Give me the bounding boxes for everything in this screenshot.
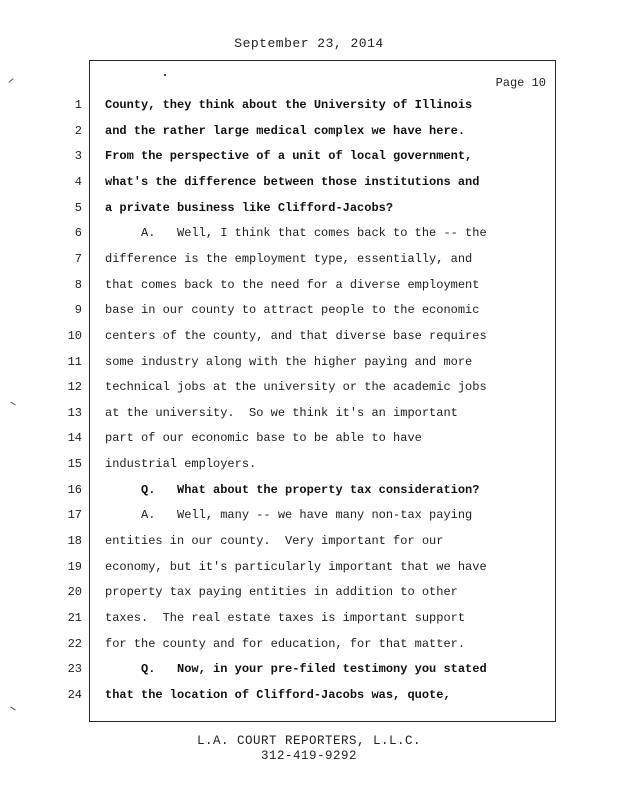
line-number: 4: [74, 174, 82, 189]
transcript-line: [0, 252, 560, 278]
question-text: Q. What about the property tax consideration?: [105, 482, 480, 497]
transcript-line: [0, 534, 560, 560]
transcript-line: [0, 329, 560, 355]
court-reporter-name: L.A. COURT REPORTERS, L.L.C.: [196, 734, 422, 748]
line-number: 18: [67, 534, 82, 549]
transcript-line: [0, 662, 560, 688]
transcript-line: [0, 457, 560, 483]
transcript-line: [0, 380, 560, 406]
line-number: 2: [74, 123, 82, 138]
line-number: 10: [67, 328, 82, 343]
answer-text: some industry along with the higher paying and more: [105, 354, 473, 369]
scan-speck: [164, 74, 166, 76]
line-number: 15: [67, 457, 82, 472]
transcript-line: [0, 124, 560, 150]
answer-text: base in our county to attract people to the economic: [105, 303, 480, 318]
answer-text: that comes back to the need for a diverse employment: [105, 277, 480, 292]
answer-text: property tax paying entities in addition to other: [105, 585, 458, 600]
transcript-line: [0, 201, 560, 227]
transcript-line: [0, 149, 560, 175]
transcript-line: [0, 483, 560, 509]
answer-text: A. Well, I think that comes back to the -- the: [105, 226, 487, 241]
page-number: Page 10: [495, 76, 546, 90]
question-text: a private business like Clifford-Jacobs?: [105, 200, 394, 215]
transcript-line: [0, 560, 560, 586]
line-number: 22: [67, 636, 82, 651]
transcript-line: [0, 431, 560, 457]
line-number: 5: [74, 200, 82, 215]
answer-text: part of our economic base to be able to have: [105, 431, 422, 446]
line-number: 16: [67, 482, 82, 497]
line-number: 17: [67, 508, 82, 523]
line-number: 23: [67, 662, 82, 677]
line-number: 24: [67, 687, 82, 702]
scan-mark: [8, 78, 13, 83]
answer-text: at the university. So we think it's an important: [105, 405, 458, 420]
question-text: County, they think about the University of Illinois: [105, 98, 473, 112]
line-number: 8: [74, 277, 82, 292]
transcript-line: [0, 585, 560, 611]
line-number: 9: [74, 303, 82, 318]
answer-text: entities in our county. Very important for our: [105, 534, 444, 549]
transcript-line: [0, 226, 560, 252]
line-number: 1: [74, 98, 82, 112]
question-text: From the perspective of a unit of local government,: [105, 149, 473, 164]
line-number: 21: [67, 611, 82, 625]
question-text: Q. Now, in your pre-filed testimony you stated: [105, 662, 487, 677]
question-text: what's the difference between those institutions and: [105, 174, 480, 189]
transcript-line: [0, 406, 560, 432]
answer-text: industrial employers.: [105, 457, 257, 472]
answer-text: economy, but it's particularly important that we have: [105, 559, 487, 574]
line-number: 11: [67, 354, 82, 369]
court-reporter-phone: 312-419-9292: [260, 749, 357, 763]
transcript-line: [0, 278, 560, 304]
transcript-line: [0, 637, 560, 663]
line-number: 19: [67, 559, 82, 574]
line-number: 7: [74, 251, 82, 266]
transcript-line: [0, 303, 560, 329]
answer-text: difference is the employment type, essentially, and: [105, 251, 473, 266]
answer-text: taxes. The real estate taxes is important support: [105, 611, 466, 625]
transcript-line: [0, 688, 560, 714]
transcript-line: [0, 611, 560, 637]
transcript-date: September 23, 2014: [234, 36, 384, 51]
line-number: 12: [67, 380, 82, 395]
transcript-line: [0, 98, 560, 124]
answer-text: centers of the county, and that diverse base requires: [105, 328, 487, 343]
line-number: 20: [67, 585, 82, 600]
answer-text: technical jobs at the university or the academic jobs: [105, 380, 487, 395]
line-number: 3: [74, 149, 82, 164]
transcript-line: [0, 175, 560, 201]
answer-text: A. Well, many -- we have many non-tax paying: [105, 508, 473, 523]
question-text: that the location of Clifford-Jacobs was, quote,: [105, 687, 451, 702]
question-text: and the rather large medical complex we have here.: [105, 123, 466, 138]
transcript-line: [0, 508, 560, 534]
line-number: 6: [74, 226, 82, 241]
transcript-line: [0, 355, 560, 381]
answer-text: for the county and for education, for that matter.: [105, 636, 466, 651]
line-number: 14: [67, 431, 82, 446]
line-number: 13: [67, 405, 82, 420]
